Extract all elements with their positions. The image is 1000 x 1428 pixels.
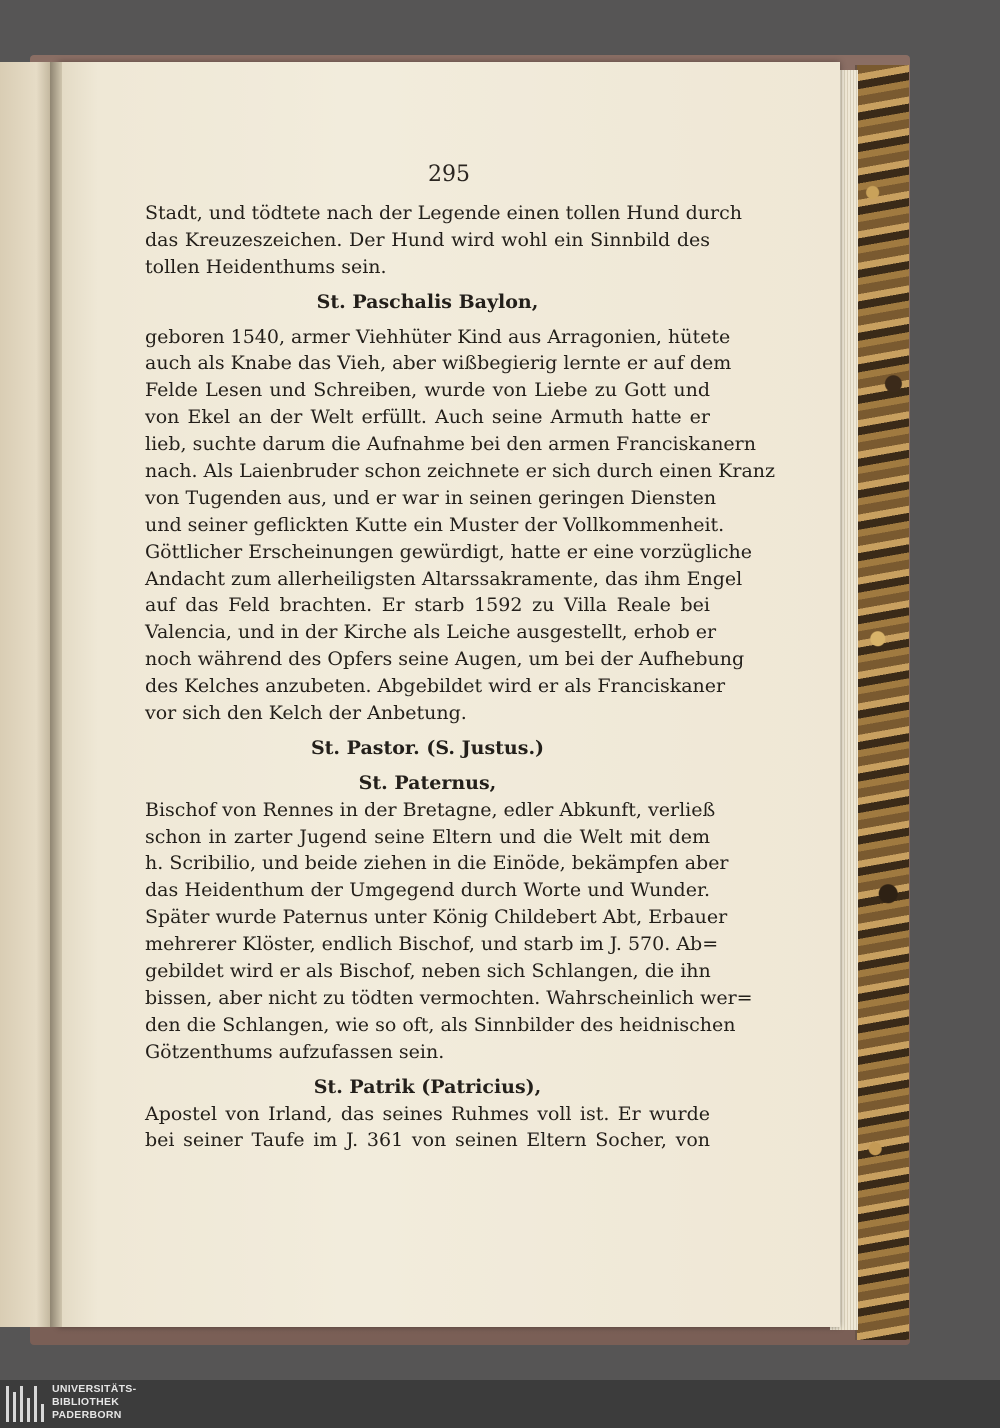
marbled-page-edge bbox=[855, 65, 909, 1340]
library-logo-text bbox=[52, 1383, 136, 1422]
text-line: tollen Heidenthums sein. bbox=[145, 255, 387, 278]
text-line: den die Schlangen, wie so oft, als Sinnbilder des heidnischen bbox=[145, 1013, 736, 1036]
section-heading: St. Paschalis Baylon, bbox=[316, 290, 539, 313]
text-line: Andacht zum allerheiligsten Altarssakramente, das ihm Engel bbox=[145, 567, 743, 590]
text-line: geboren 1540, armer Viehhüter Kind aus Arragonien, hütete bbox=[145, 325, 731, 348]
text-line: Götzenthums aufzufassen sein. bbox=[145, 1040, 445, 1063]
footer-bar bbox=[0, 1380, 1000, 1428]
page-number: 295 bbox=[428, 162, 470, 187]
section-heading: St. Paternus, bbox=[358, 771, 497, 794]
text-line: Bischof von Rennes in der Bretagne, edler Abkunft, verließ bbox=[145, 798, 716, 821]
text-line: bissen, aber nicht zu tödten vermochten. Wahrscheinlich wer= bbox=[145, 986, 753, 1009]
text-line: auf das Feld brachten. Er starb 1592 zu Villa Reale bei bbox=[145, 594, 710, 617]
text-line: lieb, suchte darum die Aufnahme bei den armen Franciskanern bbox=[145, 433, 756, 456]
text-line: Göttlicher Erscheinungen gewürdigt, hatte er eine vorzügliche bbox=[145, 540, 752, 563]
text-line: h. Scribilio, und beide ziehen in die Einöde, bekämpfen aber bbox=[145, 852, 729, 875]
text-line: Valencia, und in der Kirche als Leiche ausgestellt, erhob er bbox=[145, 621, 717, 644]
book-page bbox=[58, 62, 840, 1327]
logo-line: PADERBORN bbox=[52, 1409, 122, 1421]
page-text bbox=[145, 200, 776, 1154]
text-line: mehrerer Klöster, endlich Bischof, und starb im J. 570. Ab= bbox=[145, 933, 719, 956]
text-line: Felde Lesen und Schreiben, wurde von Liebe zu Gott und bbox=[145, 379, 710, 402]
text-line: nach. Als Laienbruder schon zeichnete er sich durch einen Kranz bbox=[145, 460, 776, 483]
section-heading: St. Patrik (Patricius), bbox=[313, 1075, 542, 1098]
logo-line: UNIVERSITÄTS- bbox=[52, 1383, 137, 1395]
text-line: von Tugenden aus, und er war in seinen geringen Diensten bbox=[145, 486, 717, 509]
text-line: auch als Knabe das Vieh, aber wißbegierig lernte er auf dem bbox=[145, 352, 732, 375]
section-heading: St. Pastor. (S. Justus.) bbox=[310, 736, 545, 759]
text-line: das Heidenthum der Umgegend durch Worte und Wunder. bbox=[145, 879, 710, 902]
text-line: und seiner geflickten Kutte ein Muster der Vollkommenheit. bbox=[145, 513, 725, 536]
text-line: noch während des Opfers seine Augen, um bei der Aufhebung bbox=[145, 648, 745, 671]
library-logo-icon bbox=[6, 1386, 46, 1422]
text-line: Stadt, und tödtete nach der Legende einen tollen Hund durch bbox=[145, 202, 742, 224]
text-line: das Kreuzeszeichen. Der Hund wird wohl ein Sinnbild des bbox=[145, 228, 710, 251]
text-line: schon in zarter Jugend seine Eltern und die Welt mit dem bbox=[145, 825, 710, 848]
text-line: von Ekel an der Welt erfüllt. Auch seine Armuth hatte er bbox=[145, 406, 710, 429]
text-line: vor sich den Kelch der Anbetung. bbox=[145, 702, 467, 725]
page-gutter bbox=[50, 62, 62, 1327]
logo-line: BIBLIOTHEK bbox=[52, 1396, 120, 1408]
text-line: des Kelches anzubeten. Abgebildet wird er als Franciskaner bbox=[145, 675, 726, 698]
text-line: Später wurde Paternus unter König Childebert Abt, Erbauer bbox=[145, 906, 728, 929]
text-line: gebildet wird er als Bischof, neben sich Schlangen, die ihn bbox=[145, 960, 711, 983]
text-line: Apostel von Irland, das seines Ruhmes voll ist. Er wurde bbox=[145, 1102, 710, 1125]
text-line: bei seiner Taufe im J. 361 von seinen Eltern Socher, von bbox=[145, 1129, 710, 1152]
left-page-edge bbox=[0, 62, 52, 1327]
